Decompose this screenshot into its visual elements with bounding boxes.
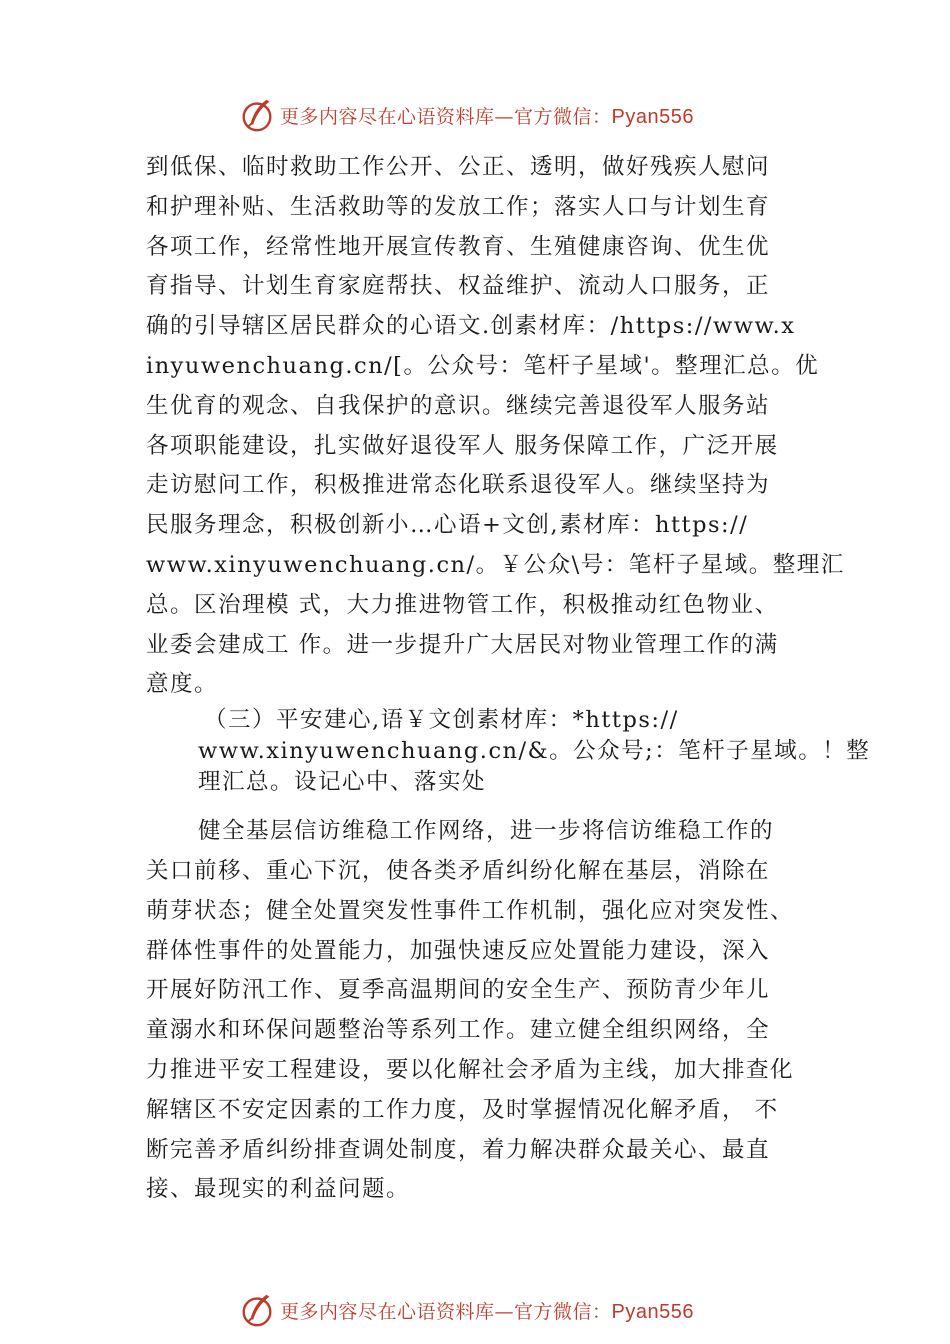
text-line: 力推进平安工程建设，要以化解社会矛盾为主线，加大排查化 xyxy=(146,1056,795,1083)
text-line: 断完善矛盾纠纷排查调处制度，着力解决群众最关心、最直 xyxy=(146,1136,771,1163)
text-line: 民服务理念，积极创新小…心语+文创,素材库：https:// xyxy=(146,512,749,539)
banner-text xyxy=(280,1297,694,1324)
text-line: 到低保、临时救助工作公开、公正、透明，做好残疾人慰问 xyxy=(146,154,771,180)
paragraph-2 xyxy=(146,812,836,1210)
section-heading-3 xyxy=(146,705,871,798)
text-line: 健全基层信访维稳工作网络，进一步将信访维稳工作的 xyxy=(198,818,775,845)
text-line: 意度。 xyxy=(146,671,219,698)
text-line: 解辖区不安定因素的工作力度，及时掌握情况化解矛盾， 不 xyxy=(146,1096,779,1123)
heading-line: （三）平安建心,语￥文创素材库：*https:// xyxy=(204,707,679,734)
heading-line: 理汇总。设记心中、落实处 xyxy=(198,769,487,796)
quill-pen-logo-icon xyxy=(238,96,276,134)
text-line: 总。区治理模 式，大力推进物管工作，积极推动红色物业、 xyxy=(146,591,779,618)
text-line: 各项工作，经常性地开展宣传教育、生殖健康咨询、优生优 xyxy=(146,233,771,260)
text-line: 和护理补贴、生活救助等的发放工作；落实人口与计划生育 xyxy=(146,193,771,220)
banner-text xyxy=(280,102,694,129)
text-line: 走访慰问工作，积极推进常态化联系退役军人。继续坚持为 xyxy=(146,472,771,499)
text-line: 关口前移、重心下沉，使各类矛盾纠纷化解在基层，消除在 xyxy=(146,857,771,884)
paragraph-1 xyxy=(146,148,845,705)
text-line: www.xinyuwenchuang.cn/。￥公众\号：笔杆子星域。整理汇 xyxy=(146,551,845,578)
quill-pen-logo-icon xyxy=(238,1291,276,1329)
document-body xyxy=(146,148,871,1210)
text-line: inyuwenchuang.cn/[。公众号：笔杆子星域'。整理汇总。优 xyxy=(146,352,820,379)
text-line: 童溺水和环保问题整治等系列工作。建立健全组织网络，全 xyxy=(146,1017,771,1044)
banner-label: 更多内容尽在心语资料库—官方微信： xyxy=(280,1300,612,1323)
text-line: 业委会建成工 作。进一步提升广大居民对物业管理工作的满 xyxy=(146,631,779,658)
text-line: 育指导、计划生育家庭帮扶、权益维护、流动人口服务，正 xyxy=(146,273,771,300)
text-line: 开展好防汛工作、夏季高温期间的安全生产、预防青少年儿 xyxy=(146,977,771,1004)
banner-label: 更多内容尽在心语资料库—官方微信： xyxy=(280,105,612,128)
footer-banner xyxy=(238,1290,694,1330)
text-line: 群体性事件的处置能力，加强快速反应处置能力建设，深入 xyxy=(146,937,771,964)
text-line: 接、最现实的利益问题。 xyxy=(146,1176,411,1203)
banner-handle: Pyan556 xyxy=(611,105,694,128)
heading-line: www.xinyuwenchuang.cn/&。公众号;：笔杆子星域。！整 xyxy=(198,738,871,765)
text-line: 萌芽状态；健全处置突发性事件工作机制，强化应对突发性、 xyxy=(146,897,795,924)
text-line: 确的引导辖区居民群众的心语文.创素材库：/https://www.x xyxy=(146,313,796,340)
text-line: 生优育的观念、自我保护的意识。继续完善退役军人服务站 xyxy=(146,392,771,419)
text-line: 各项职能建设，扎实做好退役军人 服务保障工作，广泛开展 xyxy=(146,432,779,459)
header-banner xyxy=(238,95,694,135)
banner-handle: Pyan556 xyxy=(611,1300,694,1323)
